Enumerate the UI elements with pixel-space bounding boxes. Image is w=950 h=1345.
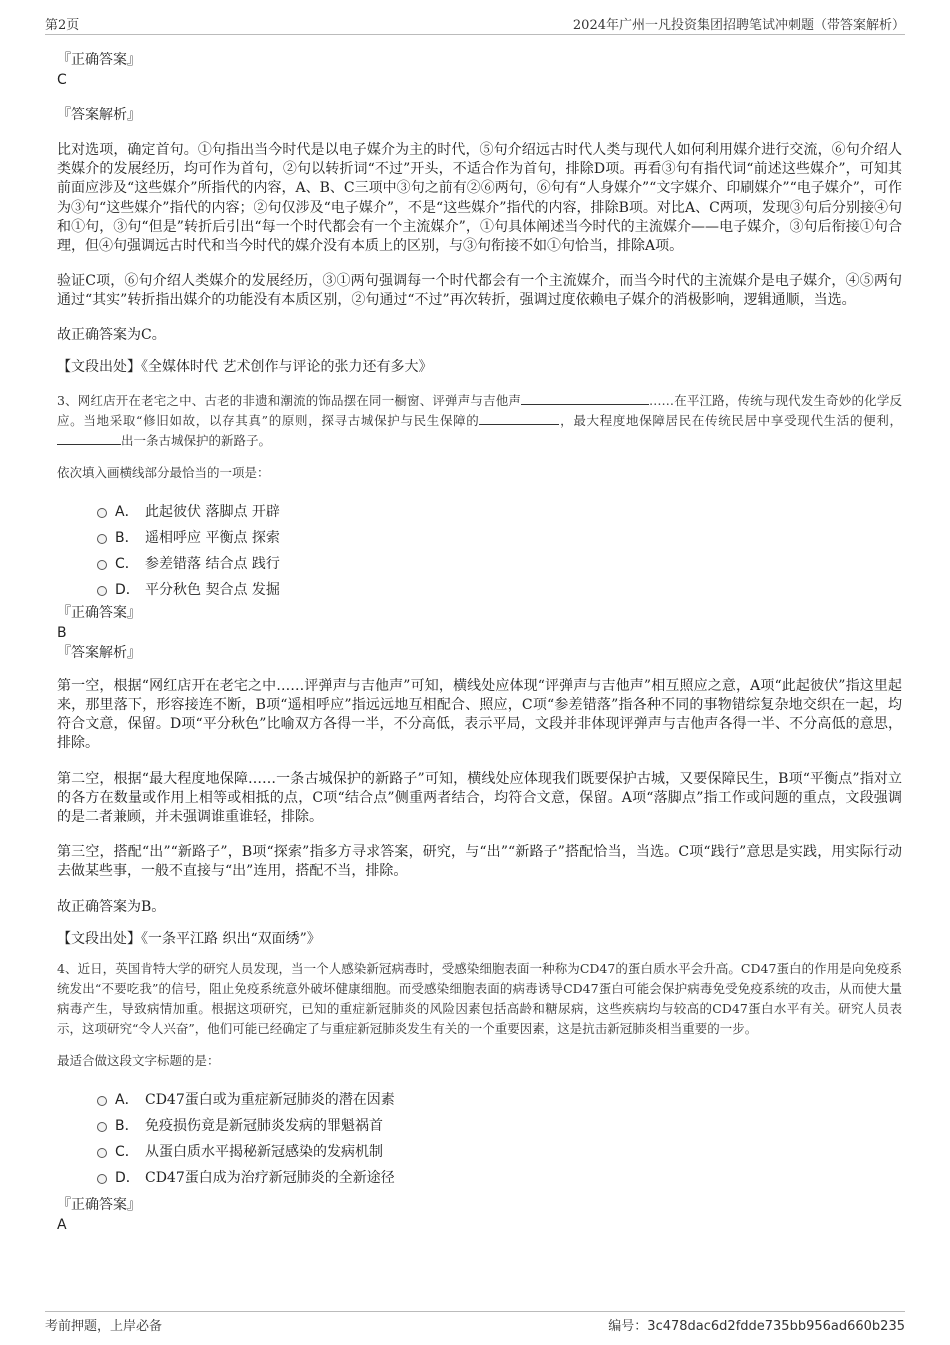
q4-option-c[interactable]: C． 从蛋白质水平揭秘新冠感染的发病机制 [57, 1139, 902, 1165]
q4-answer: A [57, 1216, 67, 1233]
q3-option-a[interactable]: A． 此起彼伏 落脚点 开辟 [57, 499, 902, 525]
document-id: 编号：3c478dac6d2fdde735bb956ad660b235 [608, 1319, 905, 1334]
q4-prompt: 最适合做这段文字标题的是： [57, 1052, 220, 1068]
q3-blank-3 [57, 432, 121, 445]
q3-blank-1 [521, 392, 649, 405]
q2-source: 【文段出处】《全媒体时代 艺术创作与评论的张力还有多大》 [57, 358, 433, 375]
radio-icon[interactable] [97, 1122, 107, 1132]
q3-conclusion: 故正确答案为B。 [57, 898, 166, 915]
q2-analysis-label: 『答案解析』 [57, 107, 141, 123]
radio-icon[interactable] [97, 508, 107, 518]
page-number: 第2页 [45, 18, 80, 33]
q4-options [57, 1087, 902, 1191]
radio-icon[interactable] [97, 560, 107, 570]
q2-answer: C [57, 72, 67, 88]
q3-answer: B [57, 624, 67, 641]
radio-icon[interactable] [97, 1148, 107, 1158]
q2-conclusion: 故正确答案为C。 [57, 326, 166, 343]
q3-analysis-para2: 第二空，根据“最大程度地保障……一条古城保护的新路子”可知，横线处应体现我们既要保护古城，又要保障民生，B项“平衡点”指对立的各方在数量或作用上相等或相抵的点，C项“结合点”侧重两者结合，均符合文意，保留。A项“落脚点”指工作或问题的重点，文段强调的是二者兼顾，并未强调谁重谁轻，排除。 [57, 770, 902, 826]
q2-analysis-para1: 比对选项，确定首句。①句指出当今时代是以电子媒介为主的时代，⑤句介绍远古时代人类与现代人如何利用媒介进行交流，⑥句介绍人类媒介的发展经历，均可作为首句，②句以转折词“不过”开头，不适合作为首句，排除D项。再看③句有指代词“前述这些媒介”，可知其前面应涉及“这些媒介”所指代的内容，A、B、C三项中③句之前有②⑥两句，⑥句有“人身媒介”“文字媒介、印刷媒介”“电子媒介”，可作为③句“这些媒介”指代的内容；②句仅涉及“电子媒介”，不是“这些媒介”指代的内容，排除B项。对比A、C两项，发现③句后分别接④句和①句，③句“但是”转折后引出“每一个时代都会有一个主流媒介”，①句具体阐述当今时代的主流媒介——电子媒介，③句后衔接①句合理，但④句强调远古时代和当今时代的媒介没有本质上的区别，与③句衔接不如①句恰当，排除A项。 [57, 142, 902, 255]
q3-analysis-para1: 第一空，根据“网红店开在老宅之中……评弹声与吉他声”可知，横线处应体现“评弹声与吉他声”相互照应之意，A项“此起彼伏”指这里起来，那里落下，形容接连不断，B项“遥相呼应”指远远地互相配合、照应，C项“参差错落”指各种不同的事物错综复杂地交织在一起，均符合文意，保留。D项“平分秋色”比喻双方各得一半，不分高低，表示平局，文段并非体现评弹声与吉他声各得一半、不分高低的意思，排除。 [57, 677, 902, 752]
q3-options [57, 499, 902, 603]
q3-option-b[interactable]: B． 遥相呼应 平衡点 探索 [57, 525, 902, 551]
radio-icon[interactable] [97, 586, 107, 596]
q3-prompt: 依次填入画横线部分最恰当的一项是： [57, 464, 270, 480]
q3-blank-2 [479, 412, 559, 425]
q4-stem: 4、近日，英国肯特大学的研究人员发现，当一个人感染新冠病毒时，受感染细胞表面一种称为CD47的蛋白质水平会升高。CD47蛋白的作用是向免疫系统发出“不要吃我”的信号，阻止免疫系统意外破坏健康细胞。而受感染细胞表面的病毒诱导CD47蛋白可能会保护病毒免受免疫系统的攻击，从而使大量病毒产生，导致病情加重。根据这项研究，已知的重症新冠肺炎的风险因素包括高龄和糖尿病，这些疾病均与较高的CD47蛋白水平有关。研究人员表示，这项研究“令人兴奋”，他们可能已经确定了与重症新冠肺炎发生有关的一个重要因素，这是抗击新冠肺炎相当重要的一步。 [57, 960, 902, 1036]
page-header [45, 12, 905, 35]
q3-option-c[interactable]: C． 参差错落 结合点 践行 [57, 551, 902, 577]
radio-icon[interactable] [97, 534, 107, 544]
radio-icon[interactable] [97, 1174, 107, 1184]
q3-source: 【文段出处】《一条平江路 织出“双面绣”》 [57, 930, 321, 947]
page-footer [45, 1311, 905, 1334]
q4-option-a[interactable]: A． CD47蛋白或为重症新冠肺炎的潜在因素 [57, 1087, 902, 1113]
q4-answer-label: 『正确答案』 [57, 1196, 141, 1213]
document-title: 2024年广州一凡投资集团招聘笔试冲刺题（带答案解析） [572, 18, 905, 33]
q4-option-b[interactable]: B． 免疫损伤竟是新冠肺炎发病的罪魁祸首 [57, 1113, 902, 1139]
q3-analysis-para3: 第三空，搭配“出”“新路子”，B项“探索”指多方寻求答案，研究，与“出”“新路子”搭配恰当，当选。C项“践行”意思是实践，用实际行动去做某些事，一般不直接与“出”连用，搭配不当，排除。 [57, 844, 902, 880]
document-body [57, 46, 902, 1235]
q2-analysis-para2: 验证C项，⑥句介绍人类媒介的发展经历，③①两句强调每一个时代都会有一个主流媒介，而当今时代的主流媒介是电子媒介，④⑤两句通过“其实”转折指出媒介的功能没有本质区别，②句通过“不过”再次转折，强调过度依赖电子媒介的消极影响，逻辑通顺，当选。 [57, 273, 902, 309]
footer-slogan: 考前押题，上岸必备 [45, 1319, 163, 1334]
q3-stem: 3、网红店开在老宅之中、古老的非遗和潮流的饰品摆在同一橱窗、评弹声与吉他声 ……在平江路，传统与现代发生奇妙的化学反应。当地采取“修旧如故，以存其真”的原则，探寻古城保护与民生保障的 ，最大程度地保障居民在传统民居中享受现代生活的便利，出一条古城保护的新路子。 [57, 392, 902, 448]
radio-icon[interactable] [97, 1096, 107, 1106]
q3-option-d[interactable]: D． 平分秋色 契合点 发掘 [57, 577, 902, 603]
q3-answer-label: 『正确答案』 [57, 604, 141, 621]
q2-answer-label: 『正确答案』 [57, 52, 141, 68]
q3-analysis-label: 『答案解析』 [57, 644, 141, 661]
q4-option-d[interactable]: D． CD47蛋白成为治疗新冠肺炎的全新途径 [57, 1165, 902, 1191]
